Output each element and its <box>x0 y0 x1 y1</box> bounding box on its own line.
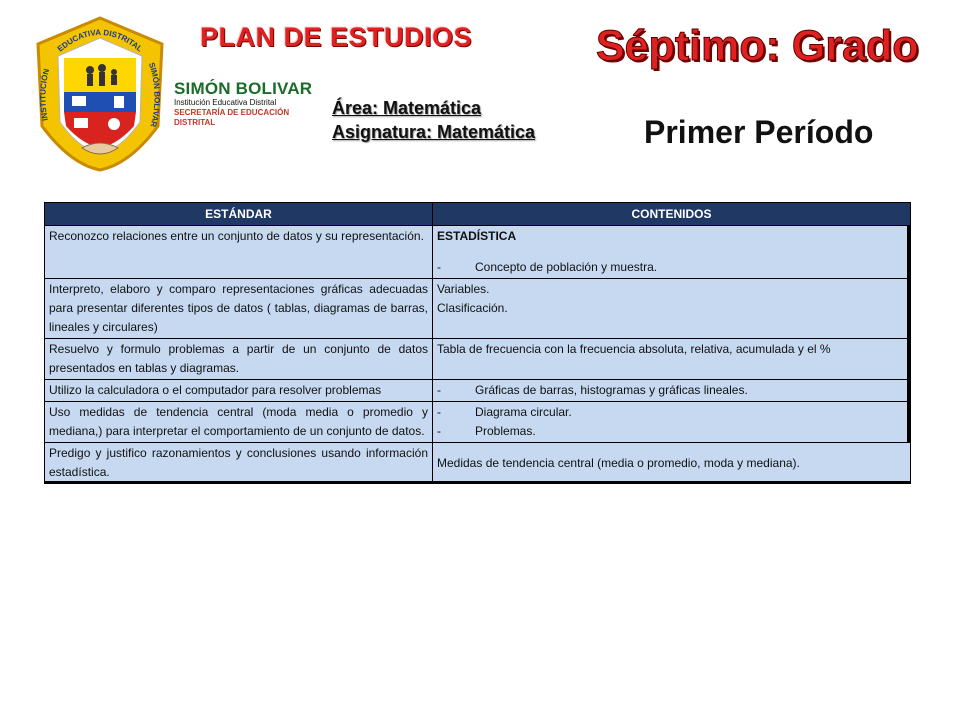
contents-cell: Medidas de tendencia central (media o promedio, moda y mediana). <box>433 443 911 484</box>
school-name-block <box>174 80 324 128</box>
table-row <box>45 279 911 339</box>
contents-heading: ESTADÍSTICA <box>437 229 517 243</box>
contents-cell <box>433 402 911 443</box>
list-item: - Gráficas de barras, histogramas y gráficas lineales. <box>437 383 748 397</box>
standard-cell: Uso medidas de tendencia central (moda media o promedio y mediana,) para interpretar el comportamiento de un conjunto de datos. <box>45 402 433 443</box>
table-row <box>45 380 911 402</box>
contents-line: Variables. <box>437 282 490 296</box>
school-name: SIMÓN BOLIVAR <box>174 79 313 98</box>
contents-cell: Tabla de frecuencia con la frecuencia absoluta, relativa, acumulada y el % <box>433 339 911 380</box>
contents-cell <box>433 380 911 402</box>
header-standard: ESTÁNDAR <box>45 203 433 226</box>
curriculum-table <box>44 202 911 484</box>
table-row <box>45 443 911 484</box>
standard-cell: Interpreto, elaboro y comparo representaciones gráficas adecuadas para presentar diferentes tipos de datos ( tablas, diagramas de barras, lineales y circulares) <box>45 279 433 339</box>
subject-label: Asignatura: Matemática <box>332 122 536 142</box>
school-type: Institución Educativa Distrital <box>174 98 277 107</box>
svg-text:INSTITUCIÓN: INSTITUCIÓN <box>38 67 52 122</box>
list-item: - Diagrama circular. <box>437 405 572 419</box>
standard-cell: Resuelvo y formulo problemas a partir de un conjunto de datos presentados en tablas y diagramas. <box>45 339 433 380</box>
svg-text:EDUCATIVA DISTRITAL: EDUCATIVA DISTRITAL <box>55 27 145 54</box>
area-subject-block <box>332 96 535 144</box>
table-row <box>45 402 911 443</box>
school-secretariat: SECRETARÍA DE EDUCACIÓN DISTRITAL <box>174 108 290 127</box>
area-label: Área: Matemática <box>332 98 482 118</box>
standard-cell: Predigo y justifico razonamientos y conclusiones usando información estadística. <box>45 443 433 484</box>
period-title: Primer Período <box>644 114 874 150</box>
list-item: - Concepto de población y muestra. <box>437 260 658 274</box>
table-row <box>45 226 911 279</box>
standard-cell: Utilizo la calculadora o el computador para resolver problemas <box>45 380 433 402</box>
school-crest-logo <box>30 14 170 174</box>
table-row <box>45 339 911 380</box>
contents-cell <box>433 279 911 339</box>
plan-title: PLAN DE ESTUDIOS <box>200 22 473 52</box>
standard-cell: Reconozco relaciones entre un conjunto de datos y su representación. <box>45 226 433 279</box>
grade-title: Séptimo: Grado <box>596 22 919 70</box>
header-contents: CONTENIDOS <box>433 203 911 226</box>
table-header-row <box>45 203 911 226</box>
contents-line: Clasificación. <box>437 301 508 315</box>
svg-text:SIMÓN BOLIVAR: SIMÓN BOLIVAR <box>146 61 162 129</box>
list-item: - Problemas. <box>437 424 536 438</box>
contents-cell <box>433 226 911 279</box>
